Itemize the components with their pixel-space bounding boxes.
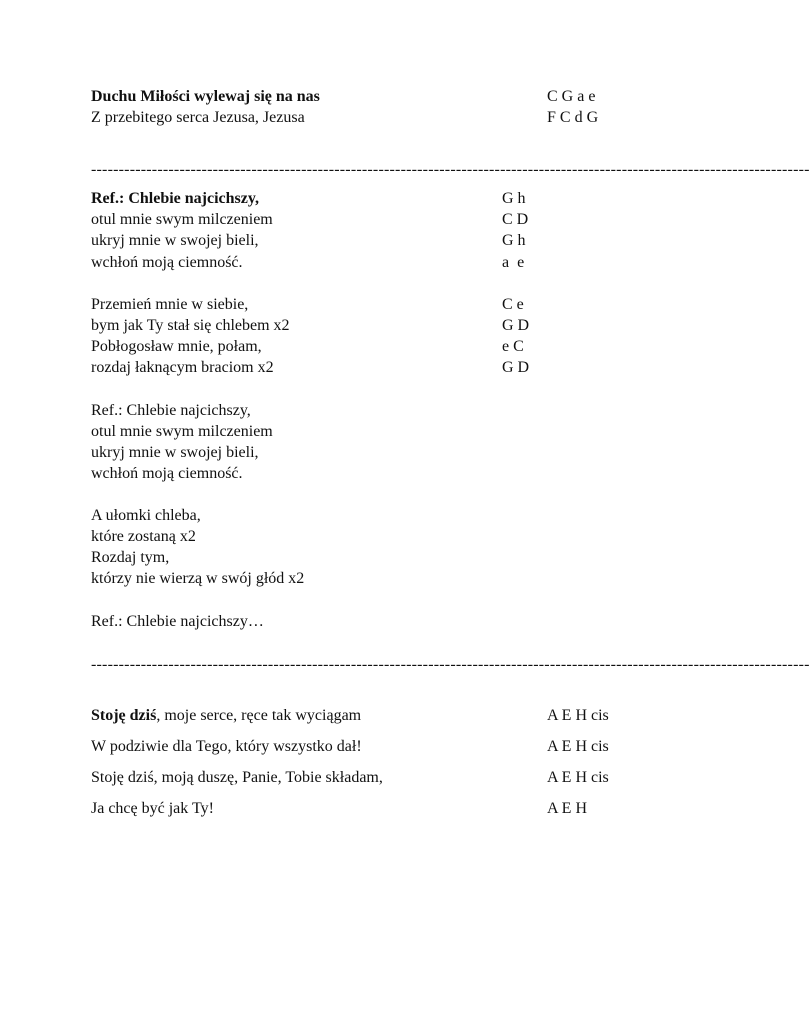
lyric-refrain-title: Ref.: Chlebie najcichszy, bbox=[91, 190, 259, 207]
lyric: Ja chcę być jak Ty! bbox=[91, 800, 214, 817]
lyric: otul mnie swym milczeniem bbox=[91, 423, 273, 440]
chords: A E H bbox=[547, 800, 587, 817]
chords: G h bbox=[502, 190, 526, 207]
lyric: ukryj mnie w swojej bieli, bbox=[91, 232, 259, 249]
song-line bbox=[91, 230, 691, 251]
lyric: Pobłogosław mnie, połam, bbox=[91, 338, 262, 355]
chords: F C d G bbox=[547, 109, 599, 126]
chords: A E H cis bbox=[547, 707, 609, 724]
chords: C e bbox=[502, 296, 524, 313]
song-line bbox=[91, 705, 691, 726]
lyric bbox=[91, 705, 361, 726]
song-line bbox=[91, 505, 691, 526]
chords: G D bbox=[502, 359, 530, 376]
lyric-rest: , moje serce, ręce tak wyciągam bbox=[156, 707, 362, 724]
song-line bbox=[91, 798, 691, 819]
song-line bbox=[91, 336, 691, 357]
song-line bbox=[91, 86, 691, 107]
lyric: które zostaną x2 bbox=[91, 528, 196, 545]
lyric: Ref.: Chlebie najcichszy, bbox=[91, 402, 251, 419]
lyric: wchłoń moją ciemność. bbox=[91, 254, 243, 271]
song-line bbox=[91, 421, 691, 442]
song-line bbox=[91, 107, 691, 128]
song-line bbox=[91, 767, 691, 788]
lyric: Ref.: Chlebie najcichszy… bbox=[91, 613, 264, 630]
song-line bbox=[91, 294, 691, 315]
song-line bbox=[91, 463, 691, 484]
lyric: Przemień mnie w siebie, bbox=[91, 296, 249, 313]
lyric: rozdaj łaknącym braciom x2 bbox=[91, 359, 274, 376]
song-line bbox=[91, 526, 691, 547]
chords: G D bbox=[502, 317, 530, 334]
section-divider: ---------------------------------------------------------------------------------------------------------------------------------- bbox=[91, 161, 810, 178]
lyric: którzy nie wierzą w swój głód x2 bbox=[91, 570, 305, 587]
lyric: Rozdaj tym, bbox=[91, 549, 170, 566]
lyric-title: Duchu Miłości wylewaj się na nas bbox=[91, 88, 320, 105]
lyric-bold: Stoję dziś bbox=[91, 707, 157, 724]
lyric: ukryj mnie w swojej bieli, bbox=[91, 444, 259, 461]
song-line bbox=[91, 209, 691, 230]
song-line bbox=[91, 400, 691, 421]
song-line bbox=[91, 357, 691, 378]
chords: C D bbox=[502, 211, 529, 228]
lyric: Stoję dziś, moją duszę, Panie, Tobie składam, bbox=[91, 769, 383, 786]
lyric: bym jak Ty stał się chlebem x2 bbox=[91, 317, 290, 334]
song-line bbox=[91, 315, 691, 336]
chords: a e bbox=[502, 254, 525, 271]
lyric: wchłoń moją ciemność. bbox=[91, 465, 243, 482]
section-divider: ---------------------------------------------------------------------------------------------------------------------------------- bbox=[91, 656, 810, 673]
chords: C G a e bbox=[547, 88, 596, 105]
chords: A E H cis bbox=[547, 738, 609, 755]
song-line bbox=[91, 568, 691, 589]
lyric: Z przebitego serca Jezusa, Jezusa bbox=[91, 109, 305, 126]
song-line bbox=[91, 252, 691, 273]
chords: G h bbox=[502, 232, 526, 249]
lyric: A ułomki chleba, bbox=[91, 507, 201, 524]
song-line bbox=[91, 442, 691, 463]
song-line bbox=[91, 736, 691, 757]
chords: A E H cis bbox=[547, 769, 609, 786]
chords: e C bbox=[502, 338, 524, 355]
lyric: otul mnie swym milczeniem bbox=[91, 211, 273, 228]
song-line bbox=[91, 547, 691, 568]
lyric: W podziwie dla Tego, który wszystko dał! bbox=[91, 738, 362, 755]
song-line bbox=[91, 611, 691, 632]
song-line bbox=[91, 188, 691, 209]
